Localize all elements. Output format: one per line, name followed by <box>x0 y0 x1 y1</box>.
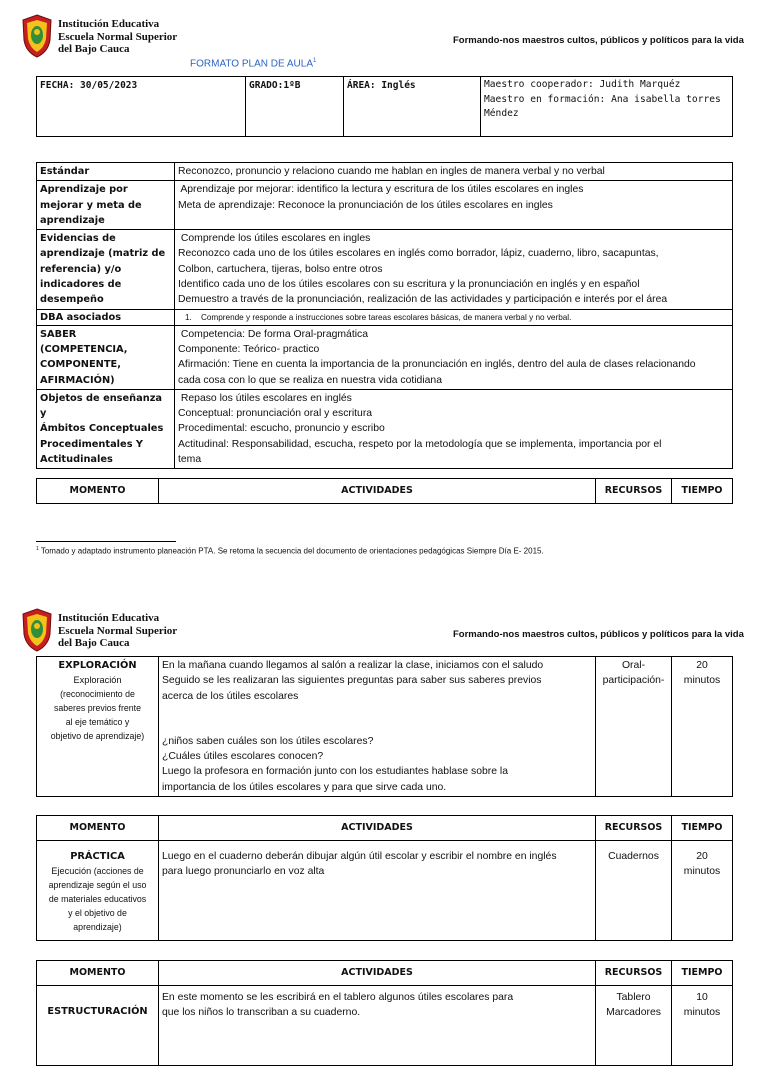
dba-row <box>37 309 733 325</box>
saber-text: Competencia: De forma Oral-pragmática Componente: Teórico- practico Afirmación: Tiene en cuenta la importancia de la pronunciación en inglés, dentro del aula de clases relacionando cada cosa con lo que se realiza en nuestra vida cotidiana <box>175 325 733 389</box>
footnote: $^1$ Tomado y adaptado instrumento planeación PTA. Se retoma la secuencia del documento de orientaciones pedagógicas Siempre Día E- 2015. <box>36 546 544 556</box>
exploracion-actividades: En la mañana cuando llegamos al salón a realizar la clase, iniciamos con el saludo Seguido se les realizaran las siguientes preguntas para saber sus saberes previos acerca de los útiles escolares ¿niños saben cuáles son los útiles escolares? ¿Cuáles útiles escolares conocen? Luego la profesora en formación junto con los estudiantes hablase sobre la importancia de los útiles escolares y para que sirve cada uno. <box>159 657 596 797</box>
header-momento-2: MOMENTO <box>37 816 159 841</box>
estandar-row <box>37 163 733 181</box>
institution-name: Institución Educativa Escuela Normal Superior del Bajo Cauca <box>58 18 178 55</box>
saber-label: SABER (COMPETENCIA, COMPONENTE, AFIRMACIÓN) <box>37 325 175 389</box>
teacher-cell: Maestro cooperador: Judith Marquéz Maestro en formación: Ana isabella torres Méndez <box>481 77 733 137</box>
footnote-separator <box>36 541 176 542</box>
evidencias-row <box>37 230 733 309</box>
plan-table <box>36 162 733 469</box>
estructuracion-actividades: En este momento se les escribirá en el tablero algunos útiles escolares para que los niños lo transcriban a su cuaderno. <box>159 986 596 1066</box>
header-recursos-2: RECURSOS <box>596 816 672 841</box>
aprendizaje-row <box>37 181 733 230</box>
info-table <box>36 76 733 137</box>
exploracion-recursos: Oral- participación- <box>596 657 672 797</box>
doc-title: FORMATO PLAN DE AULA$^1$ <box>190 58 317 70</box>
school-crest-logo-page2 <box>22 608 52 652</box>
exploracion-table <box>36 656 733 797</box>
grado-cell: GRADO:1ºB <box>246 77 344 137</box>
practica-momento: PRÁCTICA Ejecución (acciones de aprendizaje según el uso de materiales educativos y el objetivo de aprendizaje) <box>37 841 159 941</box>
area-cell: ÁREA: Inglés <box>344 77 481 137</box>
activities-header-table-1 <box>36 478 733 504</box>
practica-row <box>37 841 733 941</box>
estructuracion-momento: ESTRUCTURACIÓN <box>37 986 159 1066</box>
exploracion-momento: EXPLORACIÓN Exploración (reconocimiento de saberes previos frente al eje temático y objetivo de aprendizaje) <box>37 657 159 797</box>
header-recursos: RECURSOS <box>596 479 672 504</box>
saber-row <box>37 325 733 389</box>
dba-label: DBA asociados <box>37 309 175 325</box>
header-momento-3: MOMENTO <box>37 961 159 986</box>
practica-tiempo: 20 minutos <box>672 841 733 941</box>
estructuracion-row <box>37 986 733 1066</box>
exploracion-tiempo: 20 minutos <box>672 657 733 797</box>
header-tiempo-2: TIEMPO <box>672 816 733 841</box>
evidencias-text: Comprende los útiles escolares en ingles Reconozco cada uno de los útiles escolares en inglés como borrador, lápiz, cuaderno, libro, sacapuntas, Colbon, cartuchera, tijeras, bolso entre otros Identifico cada uno de los útiles escolares con su escritura y la pronunciación en inglés y en español Demuestro a través de la pronunciación, realización de las actividades y participación e interés por el área <box>175 230 733 309</box>
header-tiempo-3: TIEMPO <box>672 961 733 986</box>
practica-actividades: Luego en el cuaderno deberán dibujar algún útil escolar y escribir el nombre en inglés para luego pronunciarlo en voz alta <box>159 841 596 941</box>
estructuracion-tiempo: 10 minutos <box>672 986 733 1066</box>
header-actividades-2: ACTIVIDADES <box>159 816 596 841</box>
practica-table <box>36 815 733 941</box>
motto-page2: Formando-nos maestros cultos, públicos y políticos para la vida <box>453 629 744 640</box>
header-tiempo: TIEMPO <box>672 479 733 504</box>
estructuracion-table <box>36 960 733 1066</box>
objetos-text: Repaso los útiles escolares en inglés Conceptual: pronunciación oral y escritura Procedimental: escucho, pronuncio y escribo Actitudinal: Responsabilidad, escucha, respeto por la metodología que se implementa, importancia por el tema <box>175 389 733 468</box>
exploracion-row <box>37 657 733 797</box>
estandar-text: Reconozco, pronuncio y relaciono cuando me hablan en ingles de manera verbal y no verbal <box>175 163 733 181</box>
institution-name-page2: Institución Educativa Escuela Normal Superior del Bajo Cauca <box>58 612 178 649</box>
aprendizaje-text: Aprendizaje por mejorar: identifico la lectura y escritura de los útiles escolares en ingles Meta de aprendizaje: Reconoce la pronunciación de los útiles escolares en ingles <box>175 181 733 230</box>
aprendizaje-label: Aprendizaje por mejorar y meta de aprendizaje <box>37 181 175 230</box>
fecha-cell: FECHA: 30/05/2023 <box>37 77 246 137</box>
school-crest-logo <box>22 14 52 58</box>
header-recursos-3: RECURSOS <box>596 961 672 986</box>
estructuracion-recursos: Tablero Marcadores <box>596 986 672 1066</box>
estandar-label: Estándar <box>37 163 175 181</box>
evidencias-label: Evidencias de aprendizaje (matriz de referencia) y/o indicadores de desempeño <box>37 230 175 309</box>
motto: Formando-nos maestros cultos, públicos y políticos para la vida <box>453 35 744 46</box>
objetos-row <box>37 389 733 468</box>
header-actividades-3: ACTIVIDADES <box>159 961 596 986</box>
header-actividades: ACTIVIDADES <box>159 479 596 504</box>
practica-recursos: Cuadernos <box>596 841 672 941</box>
dba-text: 1. Comprende y responde a instrucciones sobre tareas escolares básicas, de manera verbal y no verbal. <box>175 309 733 325</box>
objetos-label: Objetos de enseñanza y Ámbitos Conceptuales Procedimentales Y Actitudinales <box>37 389 175 468</box>
header-momento: MOMENTO <box>37 479 159 504</box>
